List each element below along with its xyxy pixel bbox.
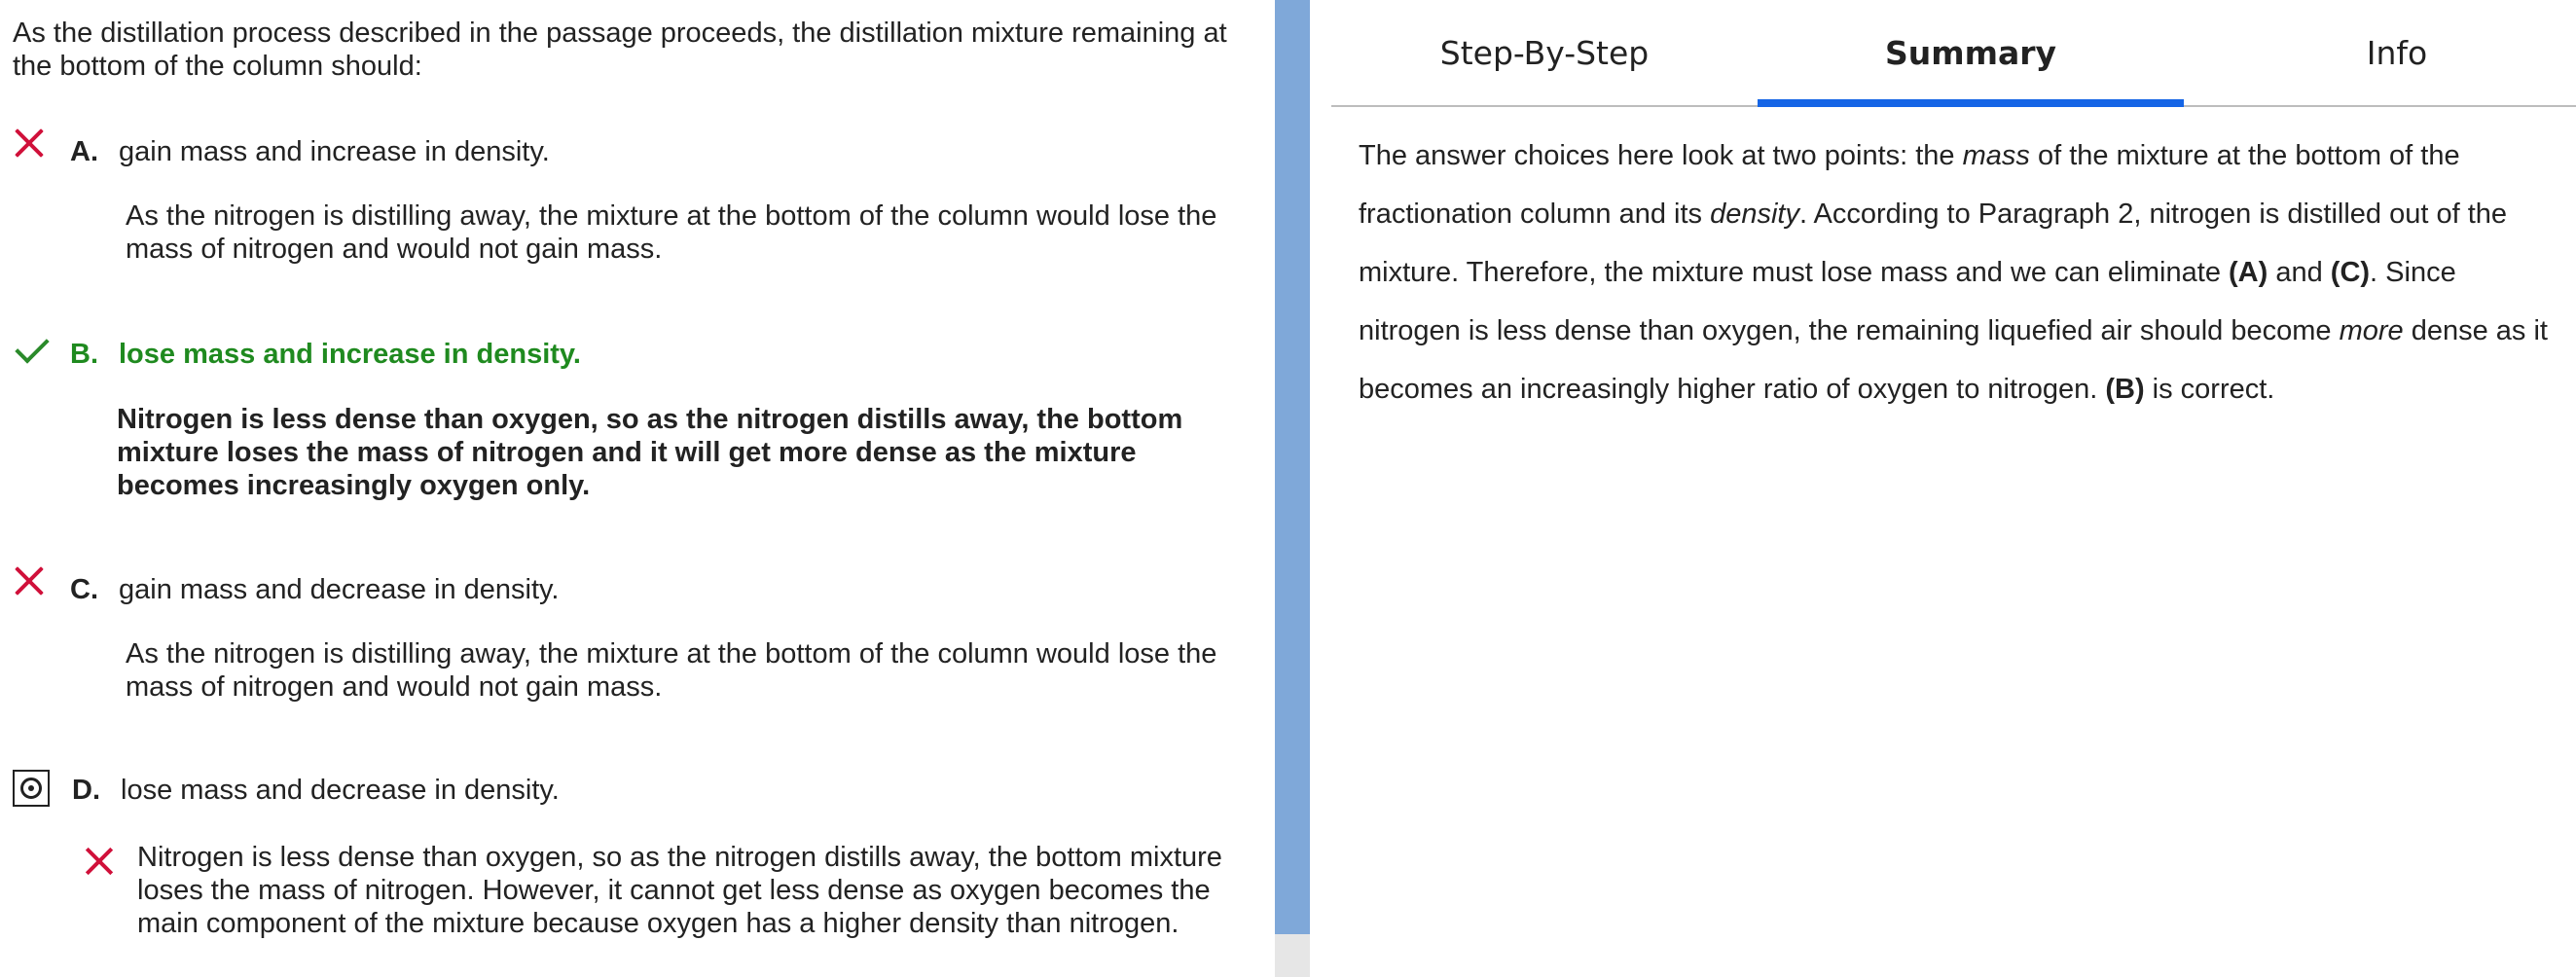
choice-c-explanation: As the nitrogen is distilling away, the mixture at the bottom of the column would lose the mass of nitrogen and would not gain mass. — [126, 638, 1217, 703]
choice-letter: C. — [70, 574, 98, 605]
incorrect-x-icon — [13, 564, 46, 597]
choice-d-explanation: Nitrogen is less dense than oxygen, so as the nitrogen distills away, the bottom mixture loses the mass of nitrogen. However, it cannot get less dense as oxygen becomes the main component of the mixture because oxygen has a higher density than nitrogen. — [137, 842, 1222, 939]
tab-bar — [1331, 0, 2576, 107]
panel-divider[interactable] — [1275, 0, 1310, 977]
choice-a-explanation: As the nitrogen is distilling away, the mixture at the bottom of the column would lose the mass of nitrogen and would not gain mass. — [126, 200, 1217, 265]
tab-summary[interactable]: Summary — [1758, 0, 2184, 105]
incorrect-x-icon — [13, 127, 46, 160]
choice-letter: A. — [70, 136, 98, 167]
explanation-panel — [1310, 0, 2576, 977]
question-text: As the distillation process described in the passage proceeds, the distillation mixture remaining at the bottom of the column should: — [13, 18, 1227, 82]
choice-letter: B. — [70, 339, 98, 370]
choice-b-explanation: Nitrogen is less dense than oxygen, so as the nitrogen distills away, the bottom mixture loses the mass of nitrogen and it will get more dense as the mixture becomes increasingly oxygen only. — [117, 404, 1183, 501]
choice-text: gain mass and increase in density. — [119, 136, 550, 167]
correct-check-icon — [14, 335, 53, 364]
choice-text: lose mass and increase in density. — [119, 339, 581, 370]
incorrect-x-icon — [84, 845, 115, 876]
tab-info[interactable]: Info — [2366, 33, 2428, 72]
choice-letter: D. — [72, 775, 100, 806]
choice-text: lose mass and decrease in density. — [121, 775, 560, 806]
radio-selected-icon[interactable] — [13, 770, 50, 807]
choice-text: gain mass and decrease in density. — [119, 574, 560, 605]
question-panel — [0, 0, 1275, 977]
tab-step-by-step[interactable]: Step-By-Step — [1439, 33, 1650, 72]
summary-text: The answer choices here look at two points: the mass of the mixture at the bottom of the fractionation column and its density. According to Paragraph 2, nitrogen is distilled out of the mixture. Therefore, the mixture must lose mass and we can eliminate (A) and (C). Since nitrogen is less dense than oxygen, the remaining liquefied air should become more dense as it becomes an increasingly higher ratio of oxygen to nitrogen. (B) is correct. — [1359, 140, 2548, 405]
